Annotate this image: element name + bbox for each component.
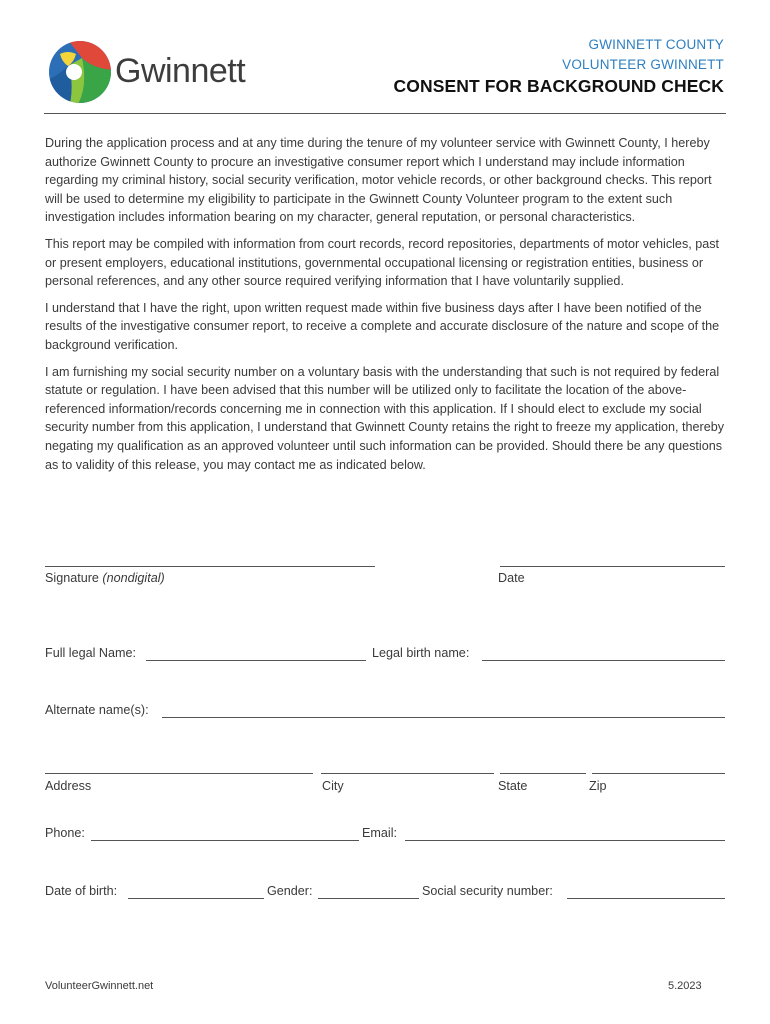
- signature-note: (nondigital): [102, 571, 165, 585]
- paragraph-ssn: I am furnishing my social security number on a voluntary basis with the understanding that such is not required by federal statute or regulation. I have been advised that this number will be utilized only to facilitate the location of the above-referenced information/records concerning me in connection with this application. If I should elect to exclude my social security number from this application, I understand that Gwinnett County retains the right to freeze my application, thereby negating my qualification as an approved volunteer until such information can be provided. Should there be any questions as to validity of this release, you may contact me as indicated below.: [45, 364, 725, 472]
- ssn-field[interactable]: [567, 884, 725, 899]
- ssn-label: Social security number:: [422, 884, 553, 898]
- signature-field[interactable]: [45, 566, 375, 567]
- email-label: Email:: [362, 826, 397, 840]
- city-label: City: [322, 779, 344, 793]
- paragraph-sources: This report may be compiled with information from court records, record repositories, departments of motor vehicles, past or present employers, educational institutions, governmental occupational licensing or registration entities, business or personal references, and any other source required verifying information that I have voluntarily supplied.: [45, 236, 720, 289]
- alternate-names-field[interactable]: [162, 703, 725, 718]
- state-field[interactable]: [500, 773, 586, 774]
- header-divider: [44, 113, 726, 114]
- legal-birth-name-label: Legal birth name:: [372, 646, 470, 660]
- header-volunteer: VOLUNTEER GWINNETT: [562, 57, 724, 72]
- paragraph-disclosure-right: I understand that I have the right, upon written request made within five business days after I have been notified of the results of the investigative consumer report, to receive a complete and accurate disclosure of the nature and scope of the background verification.: [45, 300, 720, 352]
- date-field[interactable]: [500, 566, 725, 567]
- dob-label: Date of birth:: [45, 884, 118, 898]
- address-field[interactable]: [45, 773, 313, 774]
- full-legal-name-label: Full legal Name:: [45, 646, 136, 660]
- footer-website: VolunteerGwinnett.net: [45, 980, 154, 992]
- gwinnett-logo-mark-icon: [48, 40, 112, 104]
- consent-body: [45, 134, 729, 482]
- paragraph-authorization: During the application process and at any time during the tenure of my volunteer service with Gwinnett County, I hereby authorize Gwinnett County to procure an investigative consumer report which I understand may include information regarding my criminal history, social security verification, motor vehicle records, or other background checks. This report will be used to determine my eligibility to participate in the Gwinnett County Volunteer program to the extent such investigation includes information bearing on my character, general reputation, or personal characteristics.: [45, 136, 712, 225]
- legal-birth-name-field[interactable]: [482, 646, 725, 661]
- email-field[interactable]: [405, 826, 725, 841]
- page-title: CONSENT FOR BACKGROUND CHECK: [393, 76, 724, 96]
- gwinnett-logo: [48, 40, 248, 106]
- address-label: Address: [45, 779, 92, 793]
- phone-field[interactable]: [91, 826, 359, 841]
- alternate-names-label: Alternate name(s):: [45, 703, 149, 717]
- gender-label: Gender:: [267, 884, 313, 898]
- dob-field[interactable]: [128, 884, 264, 899]
- signature-label: Signature (nondigital): [45, 571, 165, 585]
- state-label: State: [498, 779, 528, 793]
- zip-field[interactable]: [592, 773, 725, 774]
- phone-label: Phone:: [45, 826, 85, 840]
- date-label: Date: [498, 571, 525, 585]
- gender-field[interactable]: [318, 884, 419, 899]
- city-field[interactable]: [321, 773, 494, 774]
- logo-wordmark: Gwinnett: [115, 52, 246, 90]
- full-legal-name-field[interactable]: [146, 646, 366, 661]
- footer-version: 5.2023: [668, 980, 702, 992]
- zip-label: Zip: [589, 779, 607, 793]
- header-county: GWINNETT COUNTY: [588, 37, 724, 52]
